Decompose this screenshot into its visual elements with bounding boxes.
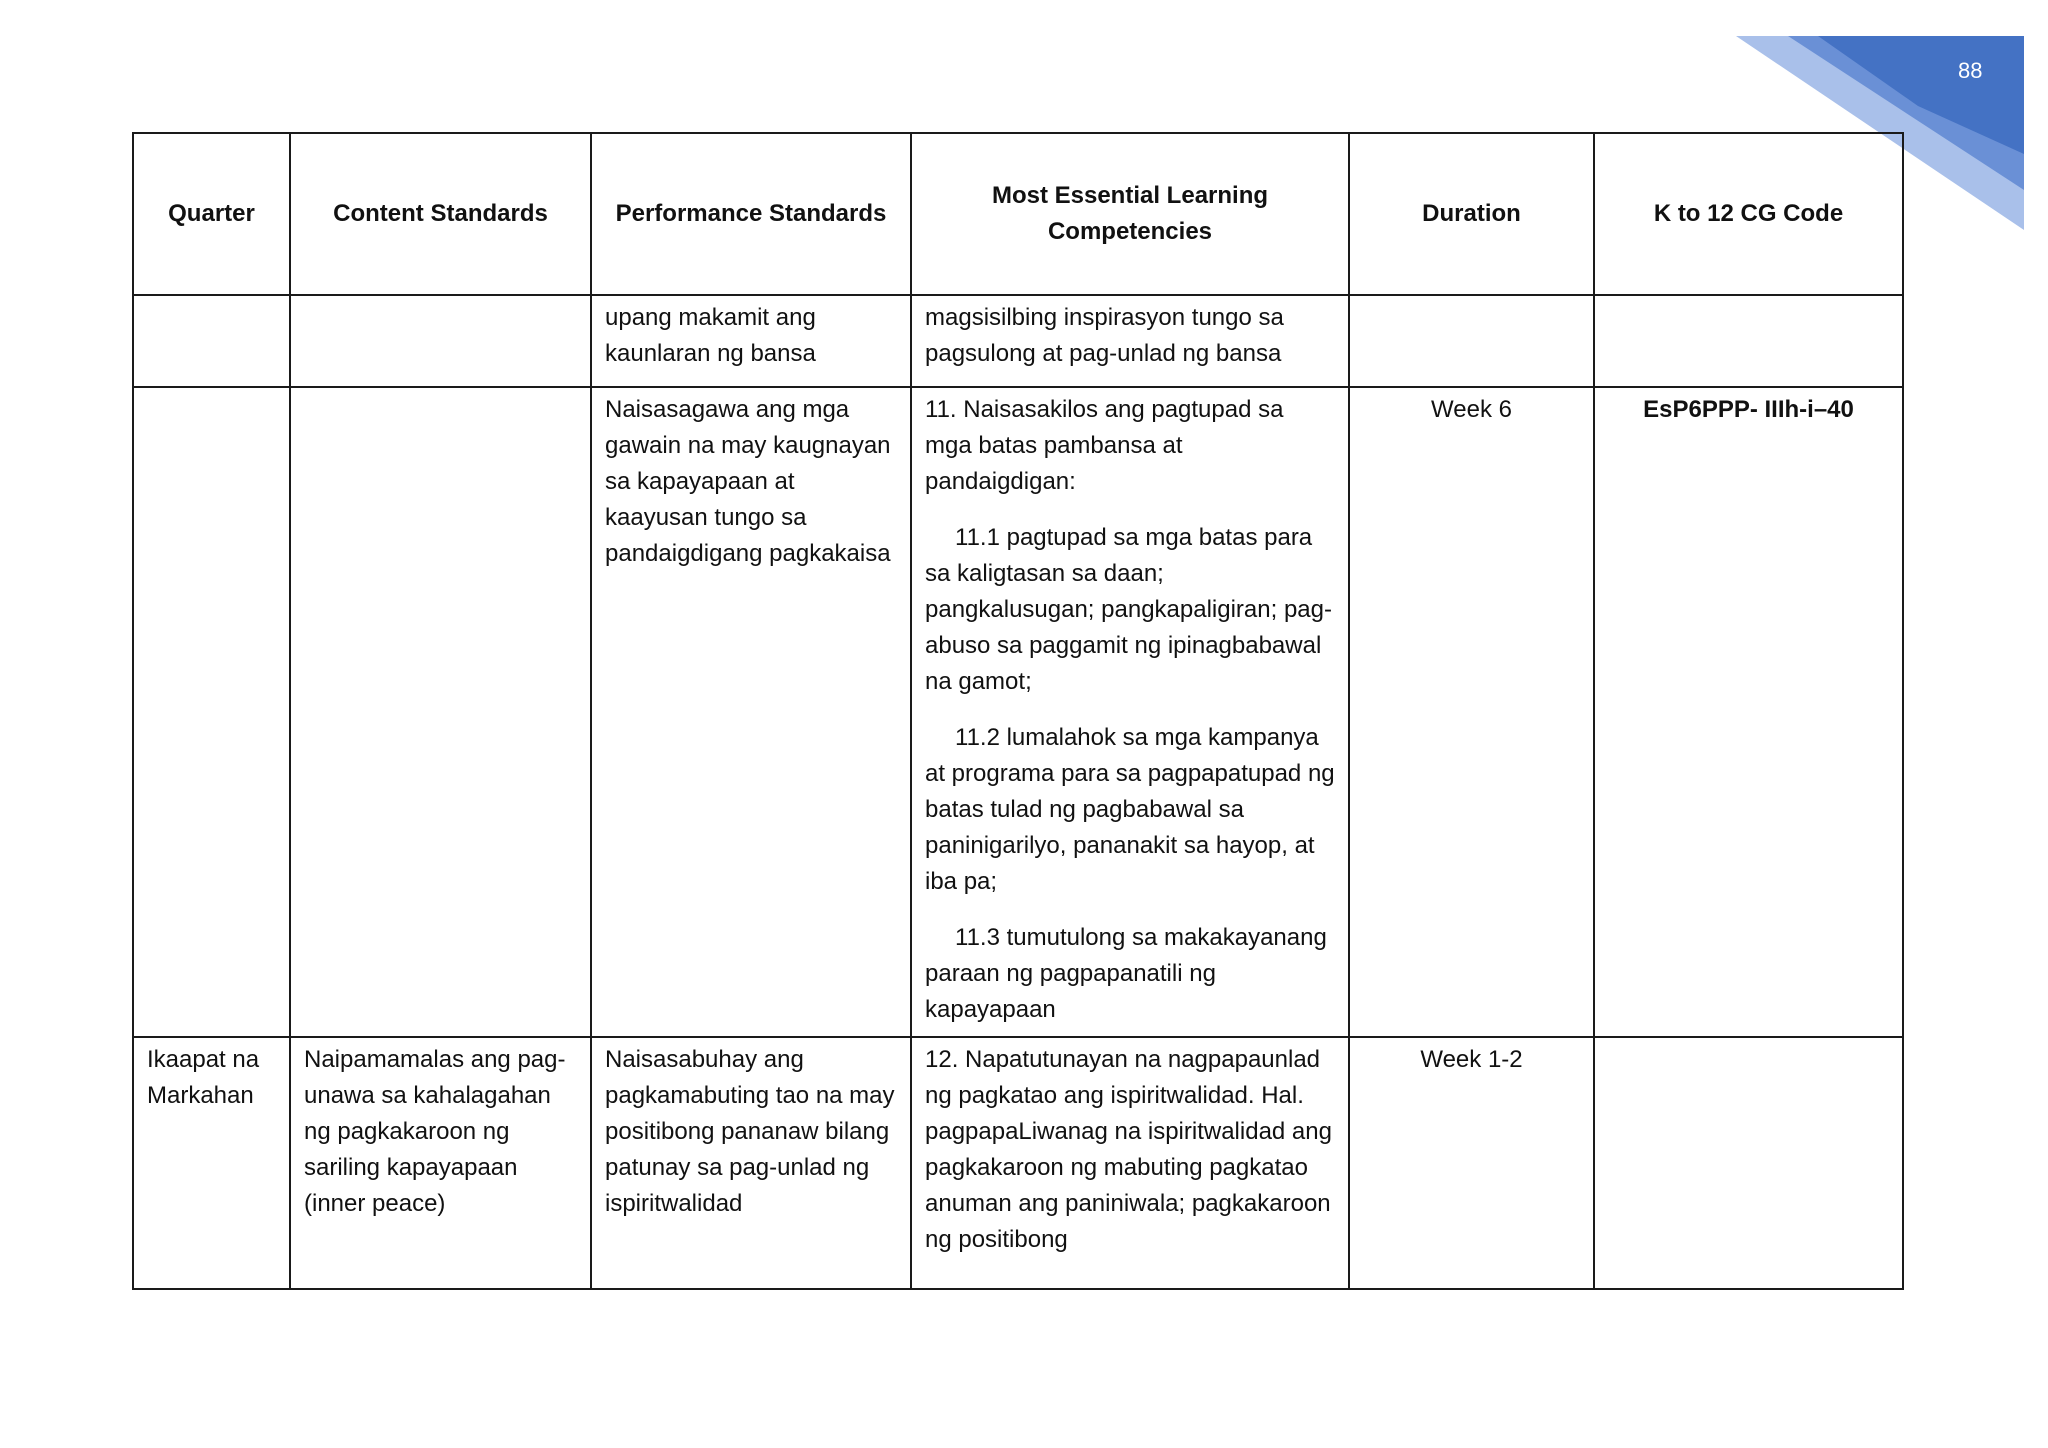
cell-cg-code <box>1594 1037 1903 1289</box>
cell-content-standard <box>290 387 591 1037</box>
cell-melc <box>911 1037 1349 1289</box>
cell-duration: Week 1-2 <box>1349 1037 1594 1289</box>
page-number: 88 <box>1958 58 1983 83</box>
melc-subitem: 11.2 lumalahok sa mga kampanya at programa para sa pagpapatupad ng batas tulad ng pagbabawal sa paninigarilyo, pananakit sa hayop, at iba pa; <box>925 724 1335 895</box>
table-row <box>133 1037 1903 1289</box>
cell-quarter <box>133 295 290 387</box>
header-melc: Most Essential Learning Competencies <box>911 133 1349 295</box>
cell-duration <box>1349 295 1594 387</box>
melc-text: 12. Napatutunayan na nagpapaunlad ng pagkatao ang ispiritwalidad. Hal. pagpapaLiwanag na ispiritwalidad ang pagkakaroon ng mabuting pagkatao anuman ang paniniwala; pagkakaroon ng positibong <box>925 1046 1332 1253</box>
table-row <box>133 387 1903 1037</box>
table-row <box>133 295 1903 387</box>
cell-performance-standard: Naisasagawa ang mga gawain na may kaugnayan sa kapayapaan at kaayusan tungo sa pandaigdigang pagkakaisa <box>591 387 911 1037</box>
melc-table <box>132 132 1904 1290</box>
cell-performance-standard: Naisasabuhay ang pagkamabuting tao na may positibong pananaw bilang patunay sa pag-unlad ng ispiritwalidad <box>591 1037 911 1289</box>
cell-melc <box>911 387 1349 1037</box>
header-duration: Duration <box>1349 133 1594 295</box>
header-performance-standards: Performance Standards <box>591 133 911 295</box>
cell-melc <box>911 295 1349 387</box>
cell-performance-standard: upang makamit ang kaunlaran ng bansa <box>591 295 911 387</box>
cell-duration: Week 6 <box>1349 387 1594 1037</box>
cell-cg-code: EsP6PPP- IIIh-i–40 <box>1594 387 1903 1037</box>
melc-subitem: 11.1 pagtupad sa mga batas para sa kaligtasan sa daan; pangkalusugan; pangkapaligiran; pag-abuso sa paggamit ng ipinagbabawal na gamot; <box>925 524 1332 695</box>
melc-subitem: 11.3 tumutulong sa makakayanang paraan ng pagpapanatili ng kapayapaan <box>925 924 1327 1023</box>
cell-quarter: Ikaapat na Markahan <box>133 1037 290 1289</box>
cell-quarter <box>133 387 290 1037</box>
header-cg-code: K to 12 CG Code <box>1594 133 1903 295</box>
melc-text: magsisilbing inspirasyon tungo sa pagsulong at pag-unlad ng bansa <box>925 304 1284 367</box>
header-content-standards: Content Standards <box>290 133 591 295</box>
melc-text: 11. Naisasakilos ang pagtupad sa mga batas pambansa at pandaigdigan: <box>925 396 1284 495</box>
cell-content-standard: Naipamamalas ang pag-unawa sa kahalagahan ng pagkakaroon ng sariling kapayapaan (inner peace) <box>290 1037 591 1289</box>
cell-content-standard <box>290 295 591 387</box>
table-header-row <box>133 133 1903 295</box>
cell-cg-code <box>1594 295 1903 387</box>
header-quarter: Quarter <box>133 133 290 295</box>
